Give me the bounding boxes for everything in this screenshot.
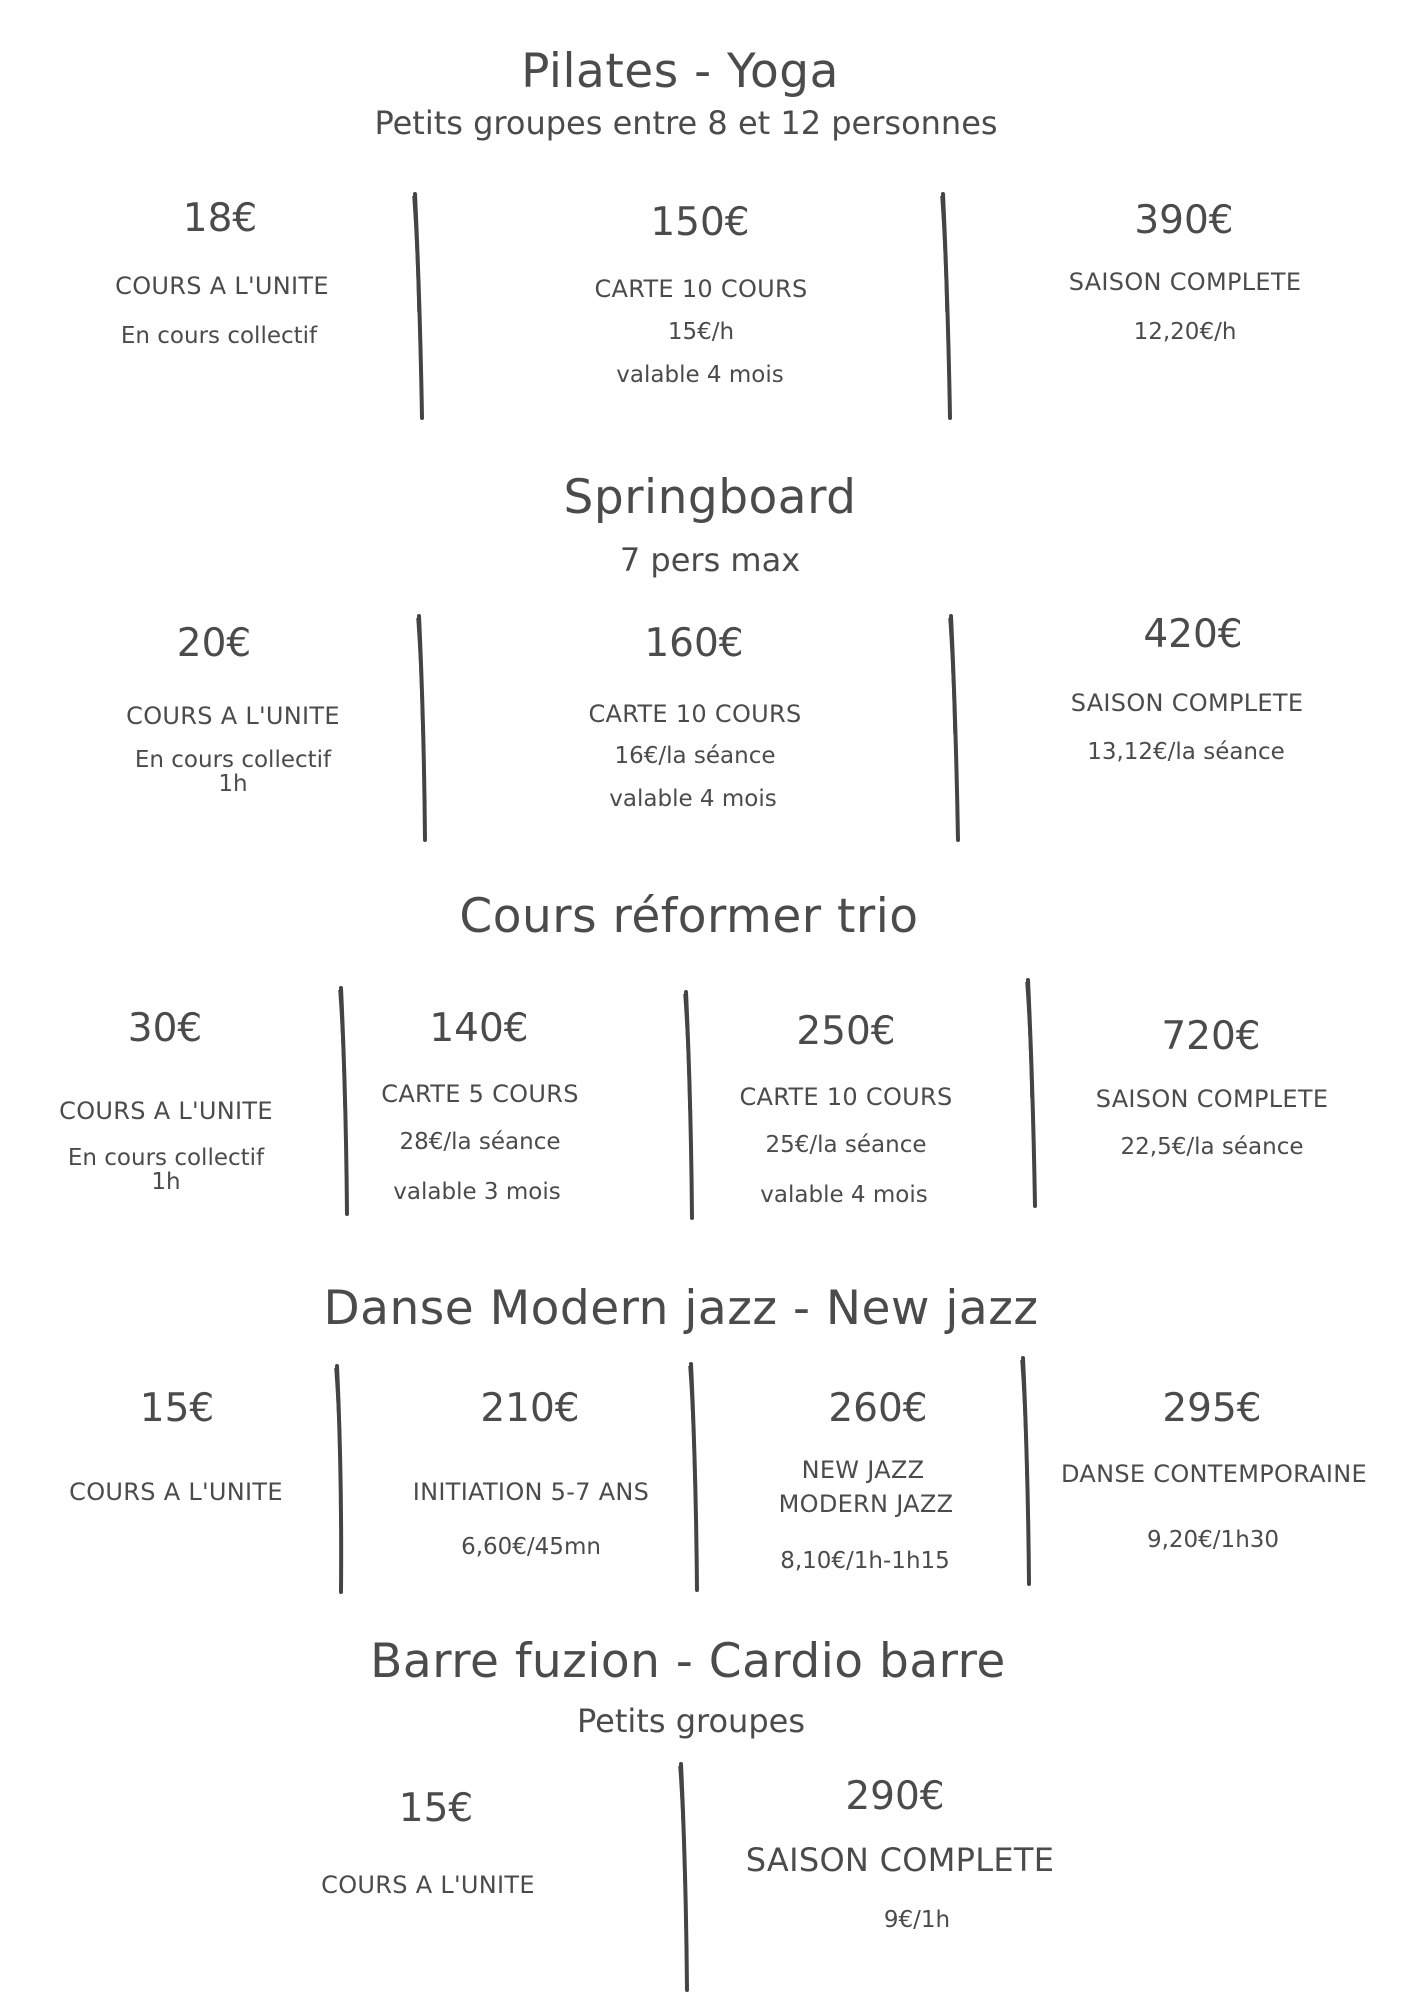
offer-price: 30€ (127, 1006, 203, 1051)
offer-price: 390€ (1134, 198, 1234, 243)
offer-detail: 16€/la séance (614, 743, 776, 769)
offer-price: 250€ (796, 1009, 896, 1054)
offer-detail: 8,10€/1h-1h15 (780, 1548, 950, 1574)
offer-detail: 25€/la séance (765, 1132, 927, 1158)
offer-price: 150€ (650, 200, 750, 245)
offer-detail: 13,12€/la séance (1087, 739, 1285, 765)
offer-detail: 28€/la séance (399, 1129, 561, 1155)
offer-label: SAISON COMPLETE (745, 1841, 1055, 1879)
offer-price: 160€ (644, 621, 744, 666)
divider-line (334, 1364, 348, 1596)
offer-detail: valable 3 mois (393, 1179, 561, 1205)
offer-detail-line: En cours collectif (67, 1145, 265, 1171)
offer-label: CARTE 10 COURS (739, 1083, 953, 1111)
divider-line (338, 986, 352, 1218)
offer-label: COURS A L'UNITE (321, 1871, 535, 1899)
offer-detail: 9€/1h (883, 1907, 951, 1933)
section-subtitle: Petits groupes entre 8 et 12 personnes (374, 104, 998, 142)
offer-label: CARTE 10 COURS (588, 700, 802, 728)
offer-label: SAISON COMPLETE (1095, 1085, 1329, 1113)
divider-line (678, 1762, 692, 1994)
offer-price: 260€ (828, 1386, 928, 1431)
offer-detail-line: 1h (151, 1169, 181, 1195)
offer-label: COURS A L'UNITE (59, 1097, 273, 1125)
section-title: Pilates - Yoga (521, 44, 839, 99)
offer-label: MODERN JAZZ (778, 1490, 954, 1518)
offer-detail: 15€/h (667, 319, 735, 345)
offer-price: 15€ (398, 1786, 474, 1831)
offer-detail: 6,60€/45mn (461, 1534, 601, 1560)
offer-detail: 22,5€/la séance (1120, 1134, 1304, 1160)
offer-price: 295€ (1162, 1386, 1262, 1431)
offer-detail: valable 4 mois (616, 362, 784, 388)
offer-price: 420€ (1143, 612, 1243, 657)
section-title: Danse Modern jazz - New jazz (323, 1281, 1039, 1336)
offer-price: 720€ (1161, 1014, 1261, 1059)
offer-label: COURS A L'UNITE (115, 272, 329, 300)
divider-line (416, 614, 430, 844)
offer-detail-line: 1h (218, 771, 248, 797)
divider-line (940, 192, 954, 422)
divider-line (683, 990, 697, 1222)
section-subtitle: Petits groupes (577, 1702, 805, 1740)
offer-label: COURS A L'UNITE (126, 702, 340, 730)
offer-detail: valable 4 mois (609, 786, 777, 812)
offer-label: NEW JAZZ (801, 1456, 925, 1484)
offer-detail (135, 748, 331, 796)
offer-label: SAISON COMPLETE (1070, 689, 1304, 717)
divider-line (688, 1362, 702, 1594)
section-title: Cours réformer trio (459, 889, 919, 944)
offer-detail: 9,20€/1h30 (1146, 1527, 1280, 1553)
offer-detail: 12,20€/h (1133, 319, 1237, 345)
offer-price: 140€ (429, 1006, 529, 1051)
divider-line (1025, 978, 1039, 1210)
offer-detail: En cours collectif (120, 323, 318, 349)
offer-price: 290€ (845, 1774, 945, 1819)
divider-line (412, 192, 426, 422)
offer-label: CARTE 5 COURS (381, 1080, 579, 1108)
divider-line (1020, 1356, 1034, 1588)
offer-detail: valable 4 mois (760, 1182, 928, 1208)
offer-label: CARTE 10 COURS (594, 275, 808, 303)
section-subtitle: 7 pers max (619, 541, 801, 579)
offer-price: 15€ (139, 1386, 215, 1431)
offer-detail (68, 1146, 264, 1194)
offer-price: 20€ (176, 621, 252, 666)
offer-price: 18€ (182, 196, 258, 241)
divider-line (948, 614, 962, 844)
offer-label: SAISON COMPLETE (1068, 268, 1302, 296)
offer-price: 210€ (480, 1386, 580, 1431)
offer-label: INITIATION 5-7 ANS (412, 1478, 650, 1506)
section-title: Barre fuzion - Cardio barre (370, 1634, 1006, 1689)
offer-label: DANSE CONTEMPORAINE (1061, 1460, 1367, 1488)
offer-detail-line: En cours collectif (134, 747, 332, 773)
offer-label: COURS A L'UNITE (69, 1478, 283, 1506)
section-title: Springboard (563, 470, 857, 525)
